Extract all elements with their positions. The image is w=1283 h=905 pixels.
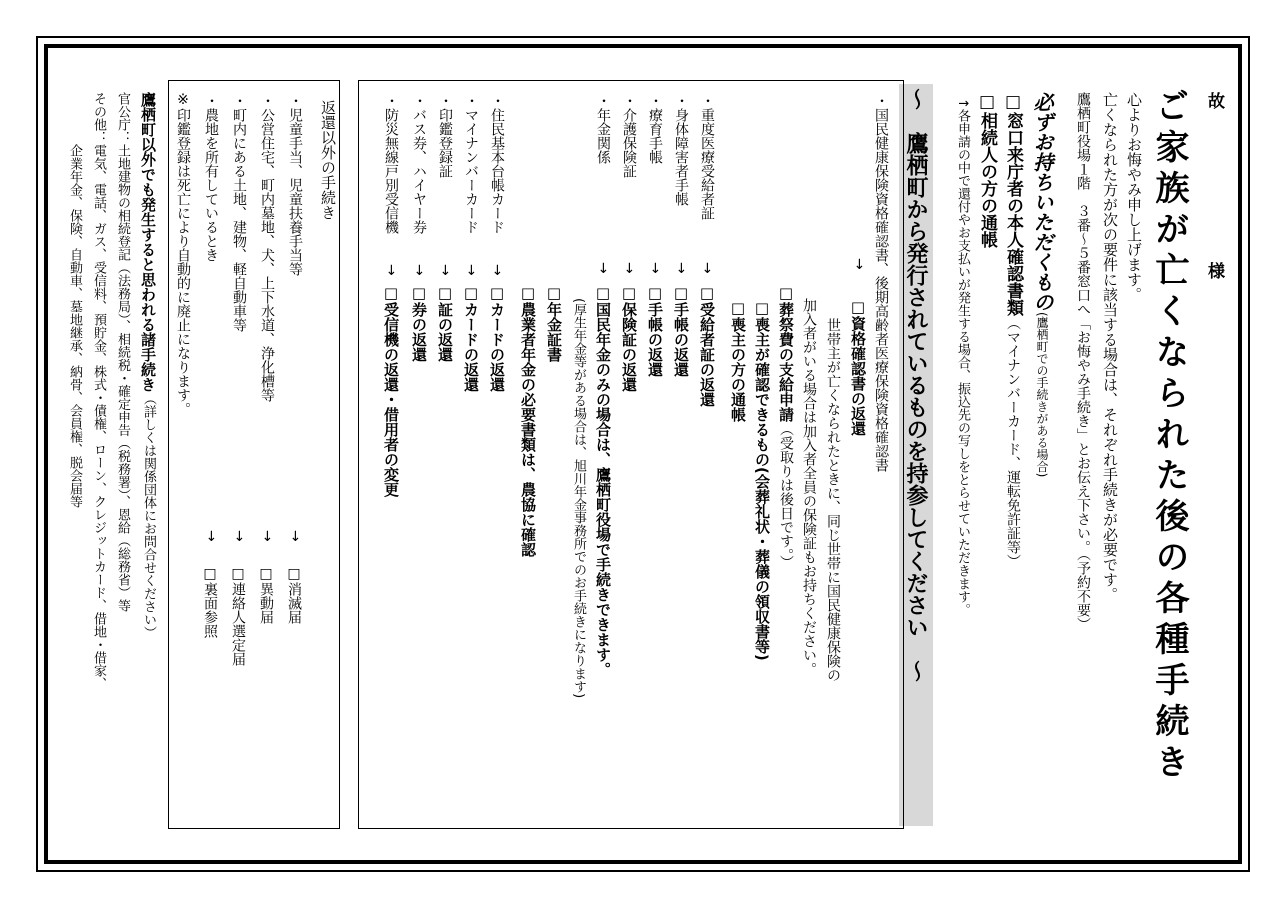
item-action: □国民年金のみの場合は、鷹栖町役場で手続きできます。 — [594, 284, 612, 677]
item-name: ・療育手帳 — [647, 94, 663, 164]
footer-heading-note: （詳しくは関係団体にお問合せください） — [141, 392, 156, 639]
item-note: 世帯主が亡くなられたときに、同じ世帯に国民健康保険の — [825, 318, 841, 682]
bring-item-passbook: □相続人の方の通帳 — [977, 92, 997, 248]
bring-item-id — [1004, 92, 1021, 568]
arrow-icon: → — [437, 264, 453, 276]
other-item-action: □連絡人選定届 — [230, 566, 246, 666]
footer-line: その他：電気、電話、ガス、受信料、預貯金、株式・債権、ローン、クレジットカード、借地・借家、 — [91, 92, 106, 690]
item-action: □農業者年金の必要書類は、農協に確認 — [519, 284, 537, 557]
arrow-icon: → — [673, 262, 689, 274]
deceased-prefix: 故 — [1204, 92, 1224, 109]
other-item-action: □裏面参照 — [202, 566, 218, 638]
item-name: ・身体障害者手帳 — [673, 94, 689, 206]
item-name: ・国民健康保険資格確認書、後期高齢者医療保険資格確認書 — [873, 94, 889, 472]
returns-box — [358, 80, 904, 829]
item-action: □喪主の方の通帳 — [729, 284, 747, 422]
footer-line: 官公庁：土地建物の相続登記（法務局）、相続税・確定申告（税務署）、恩給（総務省）等 — [115, 92, 130, 612]
arrow-icon: → — [463, 264, 479, 276]
item-action: □カードの返還 — [462, 284, 480, 392]
arrow-icon: → — [287, 530, 303, 542]
item-action: □資格確認書の返還 — [849, 298, 867, 436]
bring-heading-note: (鷹栖町での手続きがある場合) — [1035, 312, 1049, 478]
arrow-icon: → — [231, 530, 247, 542]
other-item-name: ・町内にある土地、建物、軽自動車等 — [231, 94, 247, 332]
item-name: ・防災無線戸別受信機 — [383, 94, 399, 234]
bring-item-id-note: （マイナンバーカード、運転免許証等） — [1005, 316, 1021, 568]
other-heading: 返還以外の手続き — [319, 100, 337, 220]
arrow-icon: → — [621, 262, 637, 274]
item-action: □保険証の返還 — [620, 284, 638, 392]
item-action: □喪主が確認できるもの(会葬礼状・葬儀の領収書等) — [753, 284, 771, 661]
bring-heading-row — [1032, 92, 1052, 477]
arrow-icon: → — [489, 264, 505, 276]
section-title: ～ 鷹栖町から発行されているものを持参してください ～ — [903, 88, 928, 682]
page-title: ご家族が亡くなられた後の各種手続き — [1149, 88, 1189, 785]
bring-item-id-label: □窓口来庁者の本人確認書類 — [1003, 92, 1023, 316]
condolence-text: 心よりお悔やみ申し上げます。 — [1125, 92, 1143, 302]
item-action: □受給者証の返還 — [698, 284, 716, 407]
item-action: □券の返還 — [410, 284, 428, 362]
other-item-name: ・児童手当、児童扶養手当等 — [287, 94, 303, 276]
item-name: ・年金関係 — [595, 94, 611, 164]
intro-text: 亡くなられた方が次の要件に該当する場合は、それぞれ手続きが必要です。 — [1101, 92, 1119, 602]
arrow-icon: → — [383, 264, 399, 276]
item-action: □証の返還 — [436, 284, 454, 362]
other-item-action: □異動届 — [258, 566, 274, 624]
item-action: □受信機の返還・借用者の変更 — [382, 284, 400, 497]
item-action-row — [778, 284, 794, 569]
arrow-icon: → — [411, 264, 427, 276]
item-action: □カードの返還 — [488, 284, 506, 392]
item-action: □年金証書 — [545, 284, 563, 362]
deceased-suffix: 様 — [1204, 262, 1224, 279]
item-name: ・介護保険証 — [621, 94, 637, 178]
other-item-action: □消滅届 — [286, 566, 302, 624]
footer-line: 企業年金、保険、自動車、墓地継承、納骨、会員権、脱会届等 — [67, 92, 82, 508]
item-name: ・住民基本台帳カード — [489, 94, 505, 234]
item-name: ・バス券、ハイヤー券 — [411, 94, 427, 234]
footer-heading: 鷹栖町以外でも発生すると思われる諸手続き — [139, 92, 157, 392]
item-name: ・重度医療受給者証 — [699, 94, 715, 220]
arrow-icon: → — [203, 530, 219, 542]
counter-text: 鷹栖町役場１階 ３番～５番窓口へ「お悔やみ手続き」とお伝え下さい。（予約不要） — [1075, 92, 1091, 631]
bring-heading: 必ずお持ちいただくもの — [1030, 92, 1054, 312]
item-action: □葬祭費の支給申請 — [777, 284, 795, 422]
other-procedures-box — [168, 80, 340, 829]
bring-item-passbook-note: ↑各申請の中で還付やお支払いが発生する場合、振込先の写しをとらせていただきます。 — [955, 98, 970, 616]
arrow-icon: → — [699, 262, 715, 274]
item-name: ・印鑑登録証 — [437, 94, 453, 178]
item-action: □手帳の返還 — [672, 284, 690, 377]
item-name: ・マイナンバーカード — [463, 94, 479, 234]
item-note: 加入者がいる場合は加入者全員の保険証もお持ちください。 — [801, 298, 817, 676]
arrow-icon: → — [851, 258, 867, 270]
other-item-name: ・農地を所有しているとき — [203, 94, 219, 262]
seal-note: ※印鑑登録は死亡により自動的に廃止になります。 — [175, 92, 191, 416]
item-note: （受取りは後日です。） — [778, 422, 794, 569]
arrow-icon: → — [647, 262, 663, 274]
footer-heading-row — [140, 92, 156, 639]
item-action: □手帳の返還 — [646, 284, 664, 377]
arrow-icon: → — [595, 262, 611, 274]
item-note: (厚生年金等がある場合は、旭川年金事務所でのお手続きになります) — [571, 298, 586, 699]
arrow-icon: → — [259, 530, 275, 542]
other-item-name: ・公営住宅、町内墓地、犬、上下水道、浄化槽等 — [259, 94, 275, 402]
